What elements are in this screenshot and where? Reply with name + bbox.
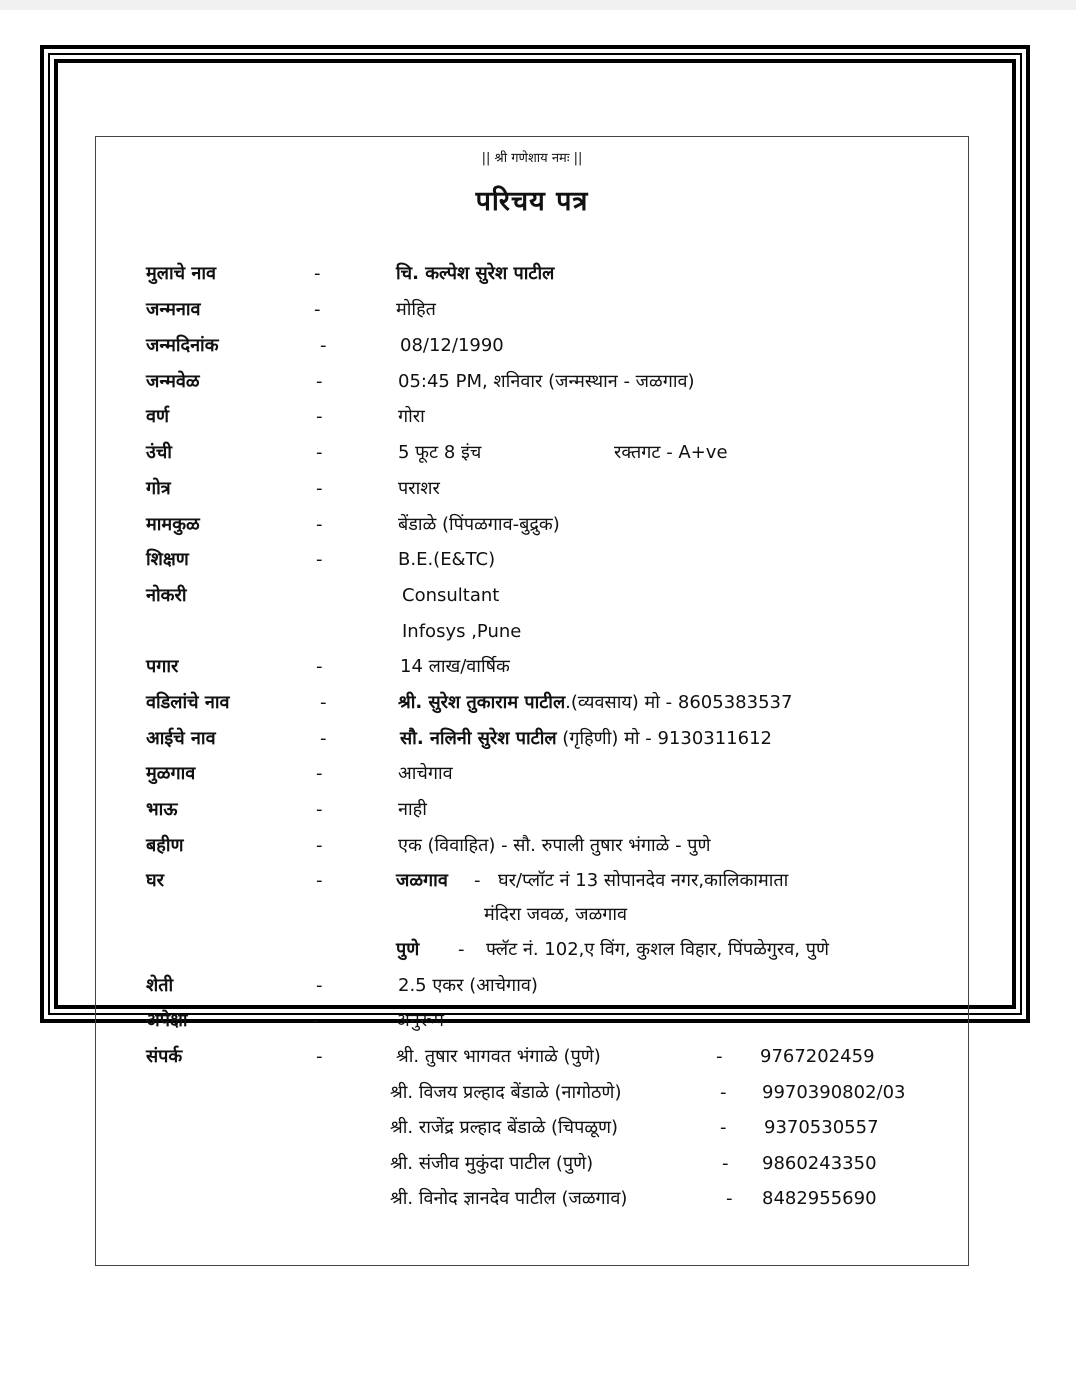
field-row-home-cont bbox=[0, 900, 1076, 930]
father-detail: .(व्यवसाय) मो - 8605383537 bbox=[565, 692, 793, 713]
contact-phone: 8482955690 bbox=[762, 1188, 877, 1209]
field-dash: - bbox=[314, 299, 321, 320]
field-dash: - bbox=[316, 975, 323, 996]
field-dash: - bbox=[320, 335, 327, 356]
field-row-salary bbox=[0, 652, 1076, 682]
field-row-birth-name bbox=[0, 295, 1076, 325]
contact-sep: - bbox=[716, 1046, 723, 1067]
field-row-gotra bbox=[0, 474, 1076, 504]
field-value: चि. कल्पेश सुरेश पाटील bbox=[396, 263, 555, 284]
field-value: 14 लाख/वार्षिक bbox=[400, 656, 510, 677]
home-jalgaon-label: जळगाव bbox=[396, 870, 448, 891]
field-label: गोत्र bbox=[146, 478, 171, 499]
field-dash: - bbox=[316, 799, 323, 820]
contact-sep: - bbox=[720, 1117, 727, 1138]
contact-row bbox=[0, 1113, 1076, 1143]
contact-name: श्री. विनोद ज्ञानदेव पाटील (जळगाव) bbox=[390, 1188, 628, 1209]
field-row-father-name bbox=[0, 688, 1076, 718]
contact-name: श्री. विजय प्रल्हाद बेंडाळे (नागोठणे) bbox=[390, 1082, 622, 1103]
field-row-birth-date bbox=[0, 331, 1076, 361]
contact-phone: 9860243350 bbox=[762, 1153, 877, 1174]
field-row-education bbox=[0, 545, 1076, 575]
field-label: शिक्षण bbox=[146, 549, 189, 570]
field-label: मुळगाव bbox=[146, 763, 196, 784]
field-label: संपर्क bbox=[146, 1046, 183, 1067]
field-value: अनुरूप bbox=[396, 1010, 444, 1031]
field-row-height bbox=[0, 438, 1076, 468]
field-dash: - bbox=[316, 870, 323, 891]
contact-sep: - bbox=[722, 1153, 729, 1174]
field-label: वर्ण bbox=[146, 406, 170, 427]
field-value: आचेगाव bbox=[398, 763, 453, 784]
field-label: जन्मदिनांक bbox=[146, 335, 219, 356]
field-dash: - bbox=[316, 514, 323, 535]
field-dash: - bbox=[316, 763, 323, 784]
top-strip bbox=[0, 0, 1076, 10]
contact-row bbox=[0, 1078, 1076, 1108]
home-pune-sep: - bbox=[458, 939, 465, 960]
field-label: जन्मनाव bbox=[146, 299, 201, 320]
field-label: घर bbox=[146, 870, 164, 891]
field-row-complexion bbox=[0, 402, 1076, 432]
field-row-native-village bbox=[0, 759, 1076, 789]
contact-sep: - bbox=[720, 1082, 727, 1103]
field-dash: - bbox=[316, 656, 323, 677]
contact-row bbox=[0, 1184, 1076, 1214]
field-row-maternal-family bbox=[0, 510, 1076, 540]
home-jalgaon-sep: - bbox=[474, 870, 481, 891]
contact-phone: 9370530557 bbox=[764, 1117, 879, 1138]
home-pune-address: फ्लॅट नं. 102,ए विंग, कुशल विहार, पिंपळेगुरव, पुणे bbox=[486, 939, 829, 960]
field-dash: - bbox=[312, 1010, 319, 1031]
field-label: बहीण bbox=[146, 835, 184, 856]
blood-group-value: रक्तगट - A+ve bbox=[614, 442, 728, 463]
field-dash: - bbox=[320, 692, 327, 713]
contact-phone: 9767202459 bbox=[760, 1046, 875, 1067]
field-label: जन्मवेळ bbox=[146, 371, 200, 392]
home-jalgaon-address-2: मंदिरा जवळ, जळगाव bbox=[484, 904, 628, 925]
field-dash: - bbox=[316, 549, 323, 570]
field-value: 2.5 एकर (आचेगाव) bbox=[398, 975, 538, 996]
field-dash: - bbox=[314, 263, 321, 284]
field-label: मुलाचे नाव bbox=[146, 263, 216, 284]
page-title: परिचय पत्र bbox=[475, 186, 589, 217]
field-label: उंची bbox=[146, 442, 172, 463]
field-value: मोहित bbox=[396, 299, 436, 320]
field-value: गोरा bbox=[398, 406, 425, 427]
field-value: Infosys ,Pune bbox=[402, 621, 522, 642]
field-row-contact bbox=[0, 1042, 1076, 1072]
field-label: वडिलांचे नाव bbox=[146, 692, 230, 713]
field-row-mother-name bbox=[0, 724, 1076, 754]
contact-row bbox=[0, 1149, 1076, 1179]
contact-name: श्री. संजीव मुकुंदा पाटील (पुणे) bbox=[390, 1153, 594, 1174]
field-row-boy-name bbox=[0, 259, 1076, 289]
field-label: आईचे नाव bbox=[146, 728, 216, 749]
contact-sep: - bbox=[726, 1188, 733, 1209]
field-row-farm bbox=[0, 971, 1076, 1001]
field-dash: - bbox=[316, 1046, 323, 1067]
field-value-group bbox=[398, 688, 792, 718]
field-row-expectation bbox=[0, 1006, 1076, 1036]
field-label: अपेक्षा bbox=[146, 1010, 188, 1031]
field-label: पगार bbox=[146, 656, 179, 677]
field-dash: - bbox=[316, 835, 323, 856]
field-value: 08/12/1990 bbox=[400, 335, 504, 356]
home-jalgaon-address-1: घर/प्लॉट नं 13 सोपानदेव नगर,कालिकामाता bbox=[498, 870, 789, 891]
field-row-job-company bbox=[0, 617, 1076, 647]
contact-phone: 9970390802/03 bbox=[762, 1082, 906, 1103]
shloka-line: || श्री गणेशाय नमः || bbox=[481, 151, 583, 166]
field-dash: - bbox=[316, 371, 323, 392]
field-label: मामकुळ bbox=[146, 514, 200, 535]
field-row-birth-time bbox=[0, 367, 1076, 397]
field-label: नोकरी bbox=[146, 585, 187, 606]
field-dash: - bbox=[320, 728, 327, 749]
father-name: श्री. सुरेश तुकाराम पाटील bbox=[398, 692, 566, 713]
field-value: बेंडाळे (पिंपळगाव-बुद्रुक) bbox=[398, 514, 560, 535]
field-value: नाही bbox=[398, 799, 427, 820]
field-dash: - bbox=[316, 442, 323, 463]
field-row-brother bbox=[0, 795, 1076, 825]
field-row-home-pune bbox=[0, 935, 1076, 965]
field-row-home bbox=[0, 866, 1076, 896]
field-label: भाऊ bbox=[146, 799, 178, 820]
field-dash: - bbox=[316, 478, 323, 499]
contact-name: श्री. राजेंद्र प्रल्हाद बेंडाळे (चिपळूण) bbox=[390, 1117, 619, 1138]
field-value: 05:45 PM, शनिवार (जन्मस्थान - जळगाव) bbox=[398, 371, 695, 392]
mother-detail: (गृहिणी) मो - 9130311612 bbox=[556, 728, 772, 749]
contact-name: श्री. तुषार भागवत भंगाळे (पुणे) bbox=[396, 1046, 601, 1067]
field-row-sister bbox=[0, 831, 1076, 861]
field-dash: - bbox=[316, 406, 323, 427]
field-value: B.E.(E&TC) bbox=[398, 549, 496, 570]
field-value-group bbox=[400, 724, 772, 754]
mother-name: सौ. नलिनी सुरेश पाटील bbox=[400, 728, 557, 749]
field-value: एक (विवाहित) - सौ. रुपाली तुषार भंगाळे - पुणे bbox=[398, 835, 711, 856]
field-value: Consultant bbox=[402, 585, 500, 606]
home-pune-label: पुणे bbox=[396, 939, 420, 960]
field-row-job bbox=[0, 581, 1076, 611]
field-value: 5 फूट 8 इंच bbox=[398, 442, 482, 463]
field-value: पराशर bbox=[398, 478, 440, 499]
field-label: शेती bbox=[146, 975, 174, 996]
